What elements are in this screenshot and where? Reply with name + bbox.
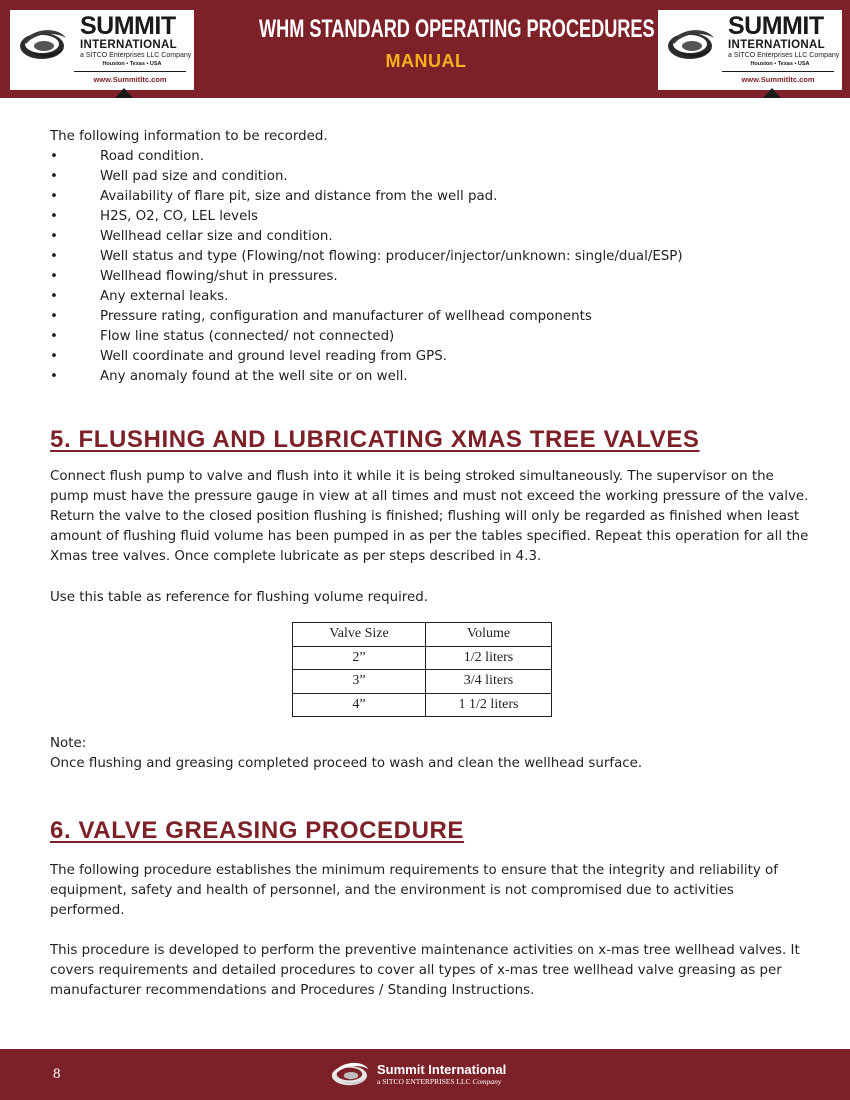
table-row: [293, 670, 552, 694]
note-block: [50, 734, 810, 774]
logo-website[interactable]: www.Summitltc.com: [93, 75, 167, 84]
list-item-text: Any anomaly found at the well site or on well.: [100, 369, 408, 384]
list-item-text: Any external leaks.: [100, 289, 229, 304]
table-intro-text: Use this table as reference for flushing volume required.: [50, 590, 429, 605]
column-header-valve-size: Valve Size: [293, 623, 426, 647]
footer-tagline-prefix: a SITCO ENTERPRISES LLC: [377, 1077, 471, 1086]
cell-volume: 1/2 liters: [426, 646, 552, 670]
logo-divider: [74, 71, 186, 72]
list-item: [50, 147, 810, 167]
company-logo-right: [658, 10, 842, 90]
section-5-heading: 5. FLUSHING AND LUBRICATING XMAS TREE VALVES: [50, 426, 700, 453]
cell-volume: 1 1/2 liters: [426, 693, 552, 717]
bullet-icon: •: [50, 229, 58, 244]
list-item: [50, 327, 810, 347]
list-item: [50, 347, 810, 367]
logo-pointer-icon: [763, 88, 781, 98]
column-header-volume: Volume: [426, 623, 552, 647]
note-label: Note:: [50, 736, 87, 751]
bullet-icon: •: [50, 249, 58, 264]
list-item-text: Wellhead cellar size and condition.: [100, 229, 333, 244]
list-item-text: Well status and type (Flowing/not flowing: producer/injector/unknown: single/dual/ESP): [100, 249, 683, 264]
bullet-icon: •: [50, 269, 58, 284]
logo-location: Houston • Texas • USA: [102, 61, 162, 67]
logo-tagline: a SITCO Enterprises LLC Company: [728, 52, 840, 59]
list-item: [50, 187, 810, 207]
section-6-paragraph: The following procedure establishes the minimum requirements to ensure that the integrity and reliability of equipment, safety and health of personnel, and the environment is not compromised due to activities performed.: [50, 863, 778, 918]
logo-divider: [722, 71, 834, 72]
list-item-text: Pressure rating, configuration and manufacturer of wellhead components: [100, 309, 592, 324]
bullet-icon: •: [50, 149, 58, 164]
list-item-text: H2S, O2, CO, LEL levels: [100, 209, 259, 224]
footer-company-name: Summit International: [377, 1062, 507, 1077]
list-item: [50, 307, 810, 327]
logo-website[interactable]: www.Summitltc.com: [741, 75, 815, 84]
logo-subname: INTERNATIONAL: [728, 39, 825, 51]
footer-tagline-suffix: Company: [472, 1077, 502, 1086]
company-logo-left: [10, 10, 194, 90]
bullet-icon: •: [50, 209, 58, 224]
page-footer: [0, 1049, 850, 1100]
cell-volume: 3/4 liters: [426, 670, 552, 694]
list-item: [50, 367, 810, 387]
list-item: [50, 267, 810, 287]
list-item-text: Wellhead flowing/shut in pressures.: [100, 269, 338, 284]
footer-tagline: [377, 1077, 501, 1086]
cell-valve-size: 2”: [293, 646, 426, 670]
section-5-body: Connect flush pump to valve and flush into it while it is being stroked simultaneously. The supervisor on the pump must have the pressure gauge in view at all times and must not exceed the working pressure of the valve. Return the valve to the closed position flushing is finished; flushing will only be regarded as finished when least amount of flushing fluid volume has been pumped in as per the tables specified. Repeat this operation for all the Xmas tree valves. Once complete lubricate as per steps described in 4.3.: [50, 469, 809, 564]
list-item: [50, 247, 810, 267]
page-number: 8: [53, 1066, 61, 1082]
bullet-icon: •: [50, 329, 58, 344]
bullet-icon: •: [50, 289, 58, 304]
swirl-logo-icon: [330, 1058, 372, 1090]
recorded-info-list: [50, 147, 810, 387]
bullet-icon: •: [50, 189, 58, 204]
list-item-text: Well pad size and condition.: [100, 169, 288, 184]
list-item: [50, 287, 810, 307]
bullet-icon: •: [50, 349, 58, 364]
intro-text: The following information to be recorded.: [50, 129, 328, 144]
bullet-icon: •: [50, 369, 58, 384]
bullet-icon: •: [50, 169, 58, 184]
swirl-logo-icon: [666, 22, 718, 66]
table-header-row: [293, 623, 552, 647]
logo-name: SUMMIT: [728, 12, 824, 40]
table-row: [293, 646, 552, 670]
logo-pointer-icon: [115, 88, 133, 98]
swirl-logo-icon: [18, 22, 70, 66]
list-item-text: Road condition.: [100, 149, 205, 164]
list-item: [50, 207, 810, 227]
table-row: [293, 693, 552, 717]
logo-name: SUMMIT: [80, 12, 176, 40]
list-item-text: Flow line status (connected/ not connected): [100, 329, 395, 344]
header-subtitle: MANUAL: [385, 51, 467, 71]
page-header: [0, 0, 850, 98]
bullet-icon: •: [50, 309, 58, 324]
list-item: [50, 227, 810, 247]
logo-subname: INTERNATIONAL: [80, 39, 177, 51]
section-6-paragraph: This procedure is developed to perform the preventive maintenance activities on x-mas tree wellhead valves. It covers requirements and detailed procedures to cover all types of x-mas tree wellhead valve greasing as per manufacturer recommendations and Procedures / Standing Instructions.: [50, 943, 800, 998]
list-item-text: Well coordinate and ground level reading from GPS.: [100, 349, 447, 364]
cell-valve-size: 4”: [293, 693, 426, 717]
note-text: Once flushing and greasing completed proceed to wash and clean the wellhead surface.: [50, 756, 643, 771]
cell-valve-size: 3”: [293, 670, 426, 694]
logo-tagline: a SITCO Enterprises LLC Company: [80, 52, 192, 59]
section-6-heading: 6. VALVE GREASING PROCEDURE: [50, 817, 465, 844]
header-title: WHM STANDARD OPERATING PROCEDURES: [259, 15, 655, 43]
list-item: [50, 167, 810, 187]
list-item-text: Availability of flare pit, size and distance from the well pad.: [100, 189, 498, 204]
flushing-volume-table: [292, 622, 552, 717]
logo-location: Houston • Texas • USA: [750, 61, 810, 67]
